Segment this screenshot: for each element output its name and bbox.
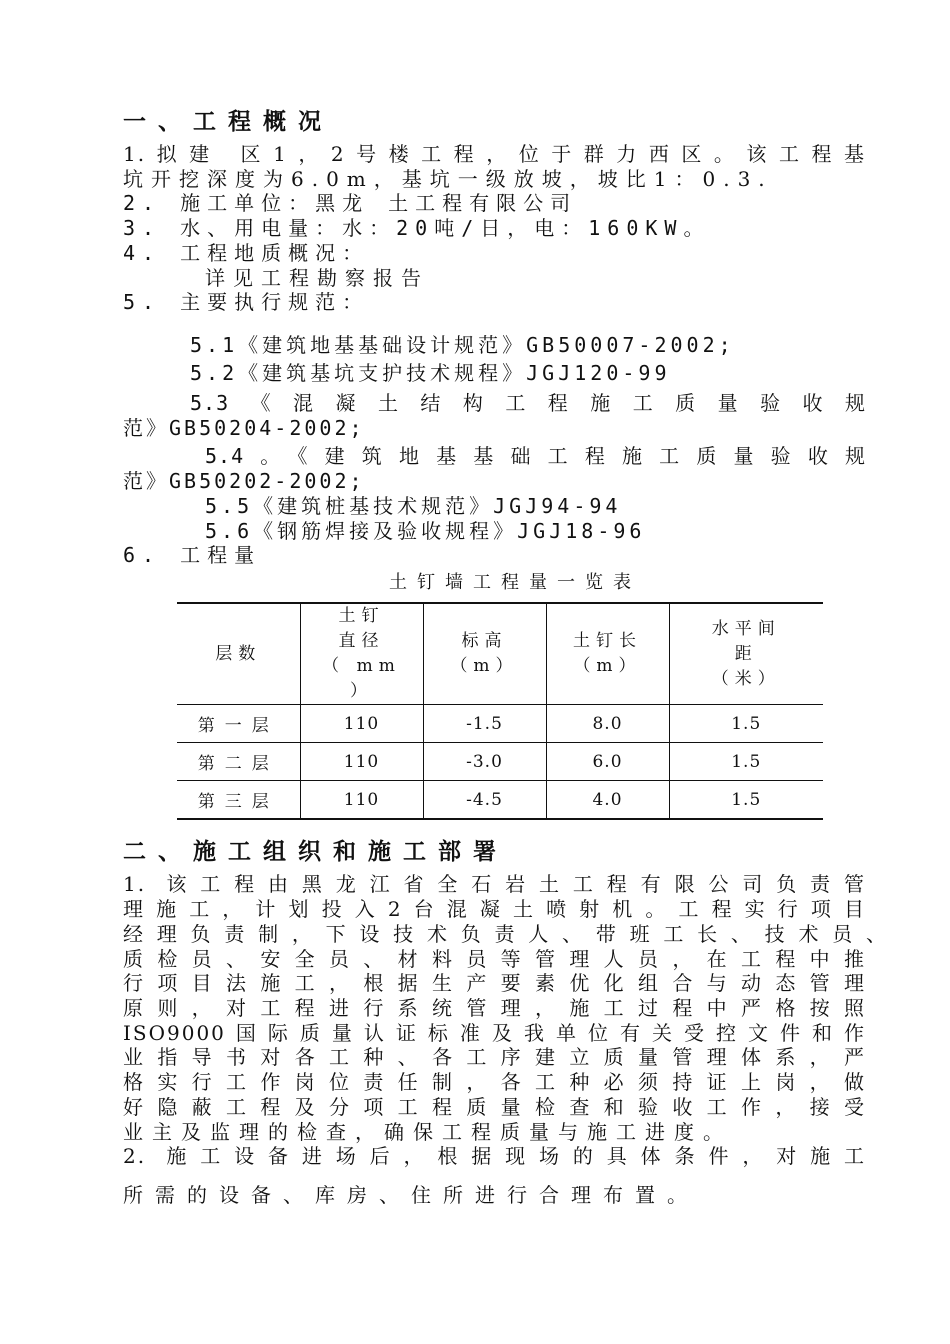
cell-diameter: 110 xyxy=(300,743,423,781)
section1-line1a: 1.拟建 区1，2号楼工程，位于群力西区。该工程基 xyxy=(123,142,866,166)
cell-elevation: -4.5 xyxy=(423,781,546,820)
header-length-l1: 土钉长 xyxy=(573,631,642,651)
cell-diameter: 110 xyxy=(300,781,423,820)
header-spacing xyxy=(669,603,823,705)
header-length xyxy=(546,603,669,705)
section2-p1-line: 质检员、安全员、材料员等管理人员，在工程中推 xyxy=(123,947,866,971)
table-row xyxy=(177,781,823,820)
standard-5-1: 5.1《建筑地基基础设计规范》GB50007-2002; xyxy=(190,333,735,357)
section2-p1-line: 1. 该工程由黑龙江省全石岩土工程有限公司负责管 xyxy=(123,872,866,896)
section1-line1b: 坑开挖深度为6.0m，基坑一级放坡，坡比1：0.3. xyxy=(123,167,773,191)
table-caption: 土钉墙工程量一览表 xyxy=(389,572,641,593)
cell-length: 4.0 xyxy=(546,781,669,820)
standard-5-3-line2: 范》GB50204-2002; xyxy=(123,416,365,440)
section2-p1-line: 好隐蔽工程及分项工程质量检查和验收工作，接受 xyxy=(123,1095,866,1119)
section2-p1-line: 业指导书对各工种、各工序建立质量管理体系，严 xyxy=(123,1045,866,1069)
cell-layer: 第三层 xyxy=(177,781,300,820)
section1-line6: 6. 工程量 xyxy=(123,543,262,567)
header-spacing-l2: 距 xyxy=(734,643,758,664)
cell-layer: 第一层 xyxy=(177,705,300,743)
header-spacing-l3: （米） xyxy=(711,668,781,689)
header-spacing-l1: 水平间 xyxy=(711,618,781,639)
cell-layer: 第二层 xyxy=(177,743,300,781)
standard-5-5: 5.5《建筑桩基技术规范》JGJ94-94 xyxy=(205,494,622,518)
header-layer xyxy=(177,603,300,705)
standard-5-2: 5.2《建筑基坑支护技术规程》JGJ120-99 xyxy=(190,361,671,385)
header-diameter xyxy=(300,603,423,705)
section2-heading: 二、施工组织和施工部署 xyxy=(123,839,508,865)
standard-5-4-line1: 5.4。《建筑地基基础工程施工质量验收规 xyxy=(205,444,866,468)
section1-line4: 4. 工程地质概况： xyxy=(123,241,370,265)
table-row xyxy=(177,705,823,743)
cell-length: 6.0 xyxy=(546,743,669,781)
standard-5-6: 5.6《钢筋焊接及验收规程》JGJ18-96 xyxy=(205,519,646,543)
section1-line2: 2. 施工单位：黑龙 土工程有限公司 xyxy=(123,191,578,215)
section1-line3: 3. 水、用电量：水：20吨/日，电：160KW。 xyxy=(123,216,711,240)
cell-spacing: 1.5 xyxy=(669,705,823,743)
section2-p1-line: 行项目法施工，根据生产要素优化组合与动态管理 xyxy=(123,971,866,995)
section2-p2-line1: 2. 施工设备进场后，根据现场的具体条件，对施工 xyxy=(123,1144,866,1168)
table-row xyxy=(177,743,823,781)
section2-p2-line2: 所需的设备、库房、住所进行合理布置。 xyxy=(123,1183,699,1207)
section2-p1-line: 理施工，计划投入2台混凝土喷射机。工程实行项目 xyxy=(123,897,866,921)
header-layer-label: 层数 xyxy=(215,643,262,664)
soil-nail-table xyxy=(177,602,823,820)
standard-5-4-line2: 范》GB50202-2002; xyxy=(123,469,365,493)
cell-diameter: 110 xyxy=(300,705,423,743)
header-elevation-l2: （m） xyxy=(450,656,519,676)
cell-length: 8.0 xyxy=(546,705,669,743)
header-diameter-l2: 直径 xyxy=(338,631,385,651)
header-diameter-l1: 土钉 xyxy=(338,606,385,626)
section1-line5: 5. 主要执行规范： xyxy=(123,290,370,314)
header-diameter-l4: ） xyxy=(350,681,373,701)
standard-5-3-line1: 5.3《混凝土结构工程施工质量验收规 xyxy=(190,391,866,415)
section1-line4b: 详见工程勘察报告 xyxy=(205,266,429,290)
cell-spacing: 1.5 xyxy=(669,781,823,820)
header-length-l2: （m） xyxy=(573,656,642,676)
section2-p1-line: ISO9000国际质量认证标准及我单位有关受控文件和作 xyxy=(123,1021,866,1045)
section2-p1-line: 业主及监理的检查，确保工程质量与施工进度。 xyxy=(123,1120,732,1144)
cell-elevation: -3.0 xyxy=(423,743,546,781)
cell-elevation: -1.5 xyxy=(423,705,546,743)
header-diameter-l3: （ mm xyxy=(322,656,401,676)
section1-heading: 一、工程概况 xyxy=(123,109,333,135)
header-elevation xyxy=(423,603,546,705)
section2-p1-line: 经理负责制，下设技术负责人、带班工长、技术员、 xyxy=(123,922,888,946)
section2-p1-line: 原则，对工程进行系统管理，施工过程中严格按照 xyxy=(123,996,866,1020)
header-elevation-l1: 标高 xyxy=(461,631,508,651)
cell-spacing: 1.5 xyxy=(669,743,823,781)
section2-p1-line: 格实行工作岗位责任制，各工种必须持证上岗，做 xyxy=(123,1070,866,1094)
table-header-row xyxy=(177,603,823,705)
